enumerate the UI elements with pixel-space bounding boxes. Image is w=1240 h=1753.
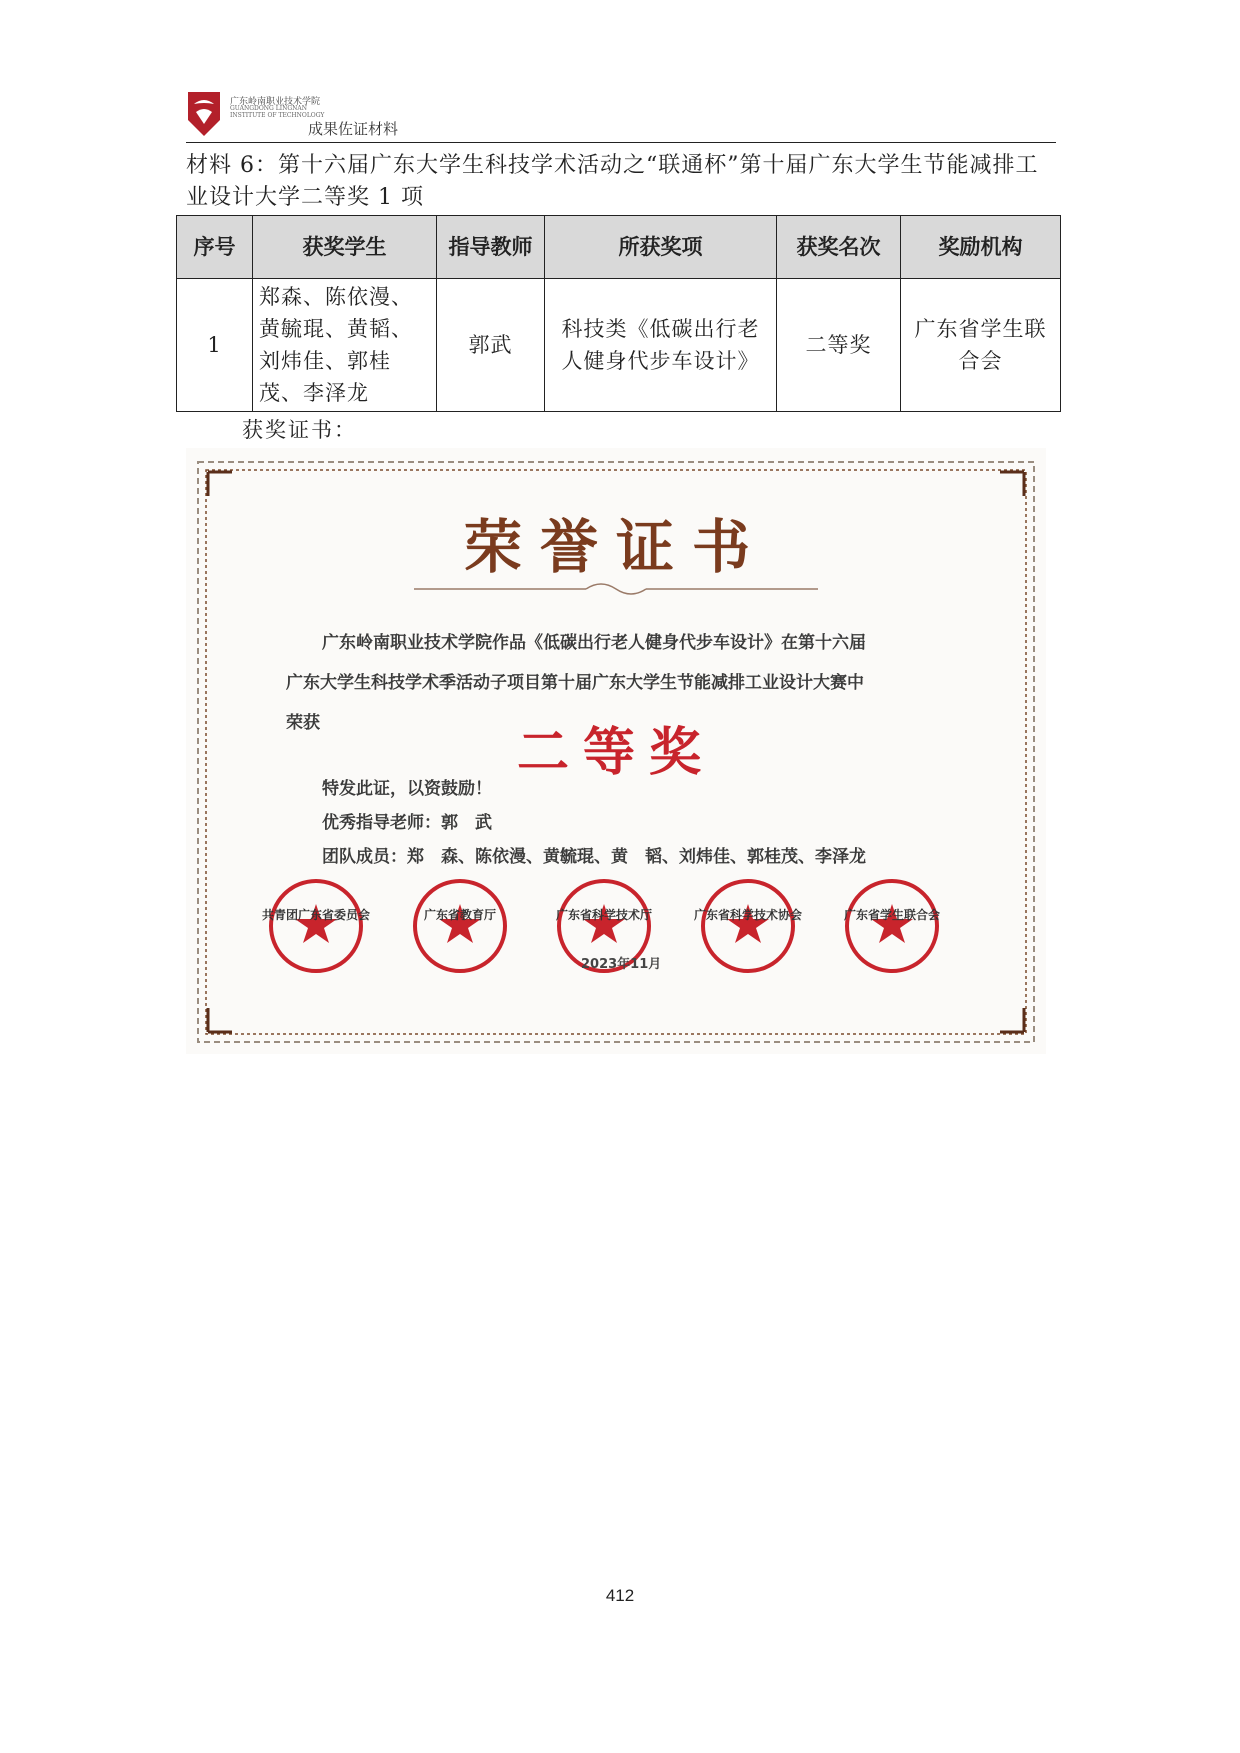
- seal-science-association-icon: [698, 876, 798, 976]
- certificate-body-line1: 广东岭南职业技术学院作品《低碳出行老人健身代步车设计》在第十六届: [322, 633, 866, 653]
- certificate-title: 荣誉证书: [463, 513, 768, 581]
- issuer-education-dept: 广东省教育厅: [423, 908, 496, 922]
- school-name-cn: 广东岭南职业技术学院: [230, 97, 321, 107]
- header-students: 获奖学生: [253, 216, 437, 279]
- cell-students: 郑森、陈依漫、黄毓琨、黄韬、刘炜佳、郭桂茂、李泽龙: [253, 279, 437, 412]
- certificate-teacher: 优秀指导老师：郭 武: [322, 813, 492, 833]
- table-row: [177, 279, 1061, 412]
- issuer-science-association: 广东省科学技术协会: [693, 908, 802, 922]
- certificate-members: 团队成员：郑 森、陈依漫、黄毓琨、黄 韬、刘炜佳、郭桂茂、李泽龙: [322, 847, 866, 867]
- table-header-row: [177, 216, 1061, 279]
- page-header: [186, 86, 1056, 142]
- certificate-body-line2: 广东大学生科技学术季活动子项目第十届广东大学生节能减排工业设计大赛中: [286, 673, 864, 693]
- section-title: 成果佐证材料: [308, 120, 399, 138]
- school-name-en-line1: GUANGDONG LINGNAN: [230, 105, 307, 112]
- header-award: 所获奖项: [545, 216, 777, 279]
- seal-student-federation-icon: [842, 876, 942, 976]
- issuer-student-federation: 广东省学生联合会: [843, 908, 940, 922]
- school-name-en: [230, 105, 324, 119]
- issuer-science-dept: 广东省科学技术厅: [555, 908, 652, 922]
- header-rank: 获奖名次: [777, 216, 901, 279]
- certificate-date: 2023年11月: [581, 957, 662, 972]
- awards-table: [176, 215, 1061, 412]
- certificate-label: 获奖证书：: [242, 418, 357, 442]
- cell-award: 科技类《低碳出行老人健身代步车设计》: [545, 279, 777, 412]
- seal-education-dept-icon: [410, 876, 510, 976]
- issuer-youth-league: 共青团广东省委员会: [261, 908, 370, 922]
- cell-rank: 二等奖: [777, 279, 901, 412]
- material-heading: 材料 6：第十六届广东大学生科技学术活动之“联通杯”第十届广东大学生节能减排工业设计大学二等奖 1 项: [186, 153, 1039, 210]
- page-number: 412: [605, 1586, 635, 1605]
- certificate-encourage: 特发此证，以资鼓励！: [322, 779, 492, 799]
- school-logo-icon: [186, 90, 222, 138]
- header-divider: [186, 142, 1056, 143]
- cell-index: 1: [177, 279, 253, 412]
- certificate-body-line3: 荣获: [286, 713, 320, 733]
- header-organization: 奖励机构: [901, 216, 1061, 279]
- cell-teacher: 郭武: [437, 279, 545, 412]
- header-teacher: 指导教师: [437, 216, 545, 279]
- header-index: 序号: [177, 216, 253, 279]
- school-name-en-line2: INSTITUTE OF TECHNOLOGY: [230, 112, 325, 119]
- certificate-image: [186, 448, 1046, 1054]
- seal-youth-league-icon: [266, 876, 366, 976]
- certificate-award: 二等奖: [516, 722, 715, 783]
- cell-organization: 广东省学生联合会: [901, 279, 1061, 412]
